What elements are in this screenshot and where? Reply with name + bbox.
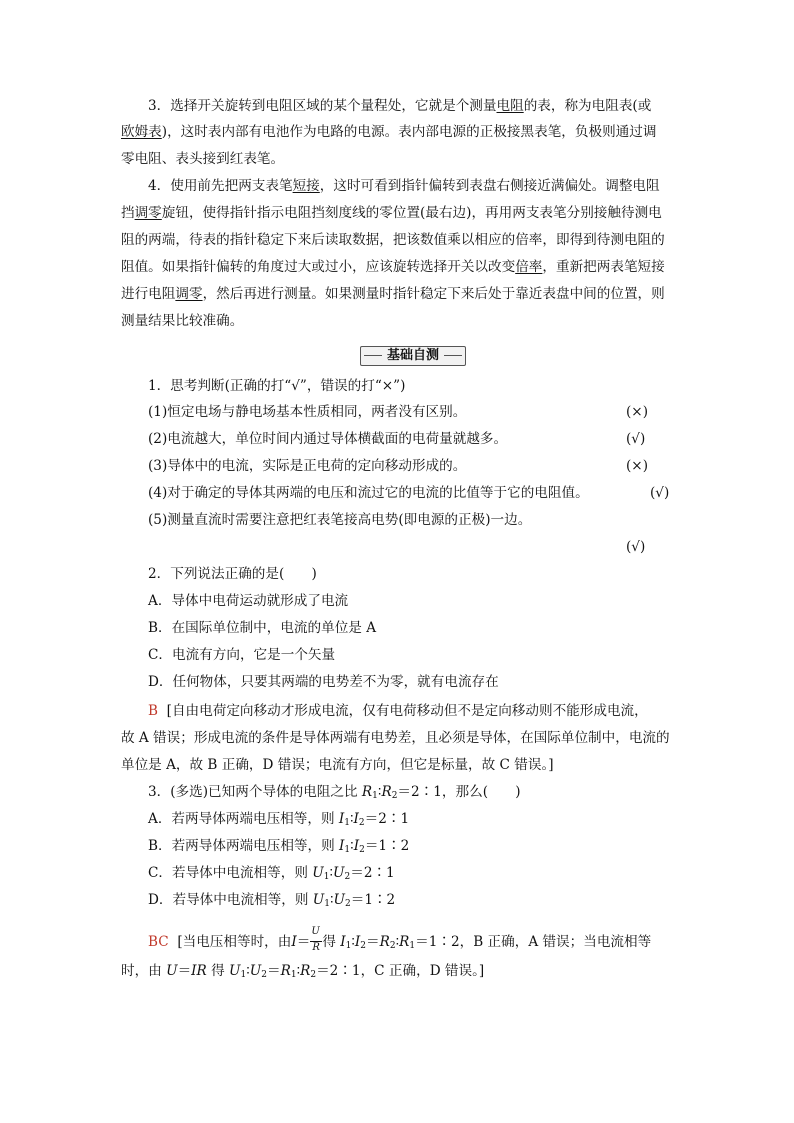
q3-option-c: C．若导体中电流相等，则 $U_1∶U_2=2∶1$ (148, 865, 395, 882)
q1-item-4: (4)对于确定的导体其两端的电压和流过它的电流的比值等于它的电阻值。 (148, 485, 589, 501)
q1-stem: 1．思考判断(正确的打“√”，错误的打“×”) (148, 378, 406, 394)
q2-explanation-line-3: 单位是 A，故 B 正确，D 错误；电流有方向，但它是标量，故 C 错误。] (121, 757, 554, 773)
q3-explanation-line-1: BC [当电压相等时，由I＝ $\frac{U}{R}$ 得 $I_1∶I_2=R_2∶R_1=1∶2$，B 正确，A 错误；当电流相等 (148, 926, 652, 953)
q1-item-3-mark: (×) (626, 458, 648, 474)
q3-stem: 3．(多选)已知两个导体的电阻之比 $R_1∶R_2=2∶1$，那么( ) (148, 784, 521, 801)
p4-line-2: 挡调零旋钮，使得指针指示电阻挡刻度线的零位置(最右边)，再用两支表笔分别接触待测电 (121, 205, 662, 221)
q2-option-a: A．导体中电荷运动就形成了电流 (148, 593, 349, 609)
q1-item-1-mark: (×) (626, 404, 648, 420)
q3-explanation-line-2: 时，由 U＝IR 得 $U_1∶U_2=R_1∶R_2=2∶1$，C 正确，D 错误。] (121, 963, 485, 980)
q3-option-a: A．若两导体两端电压相等，则 $I_1∶I_2=2∶1$ (148, 811, 410, 828)
p3-line-2: 欧姆表)，这时表内部有电池作为电路的电源。表内部电源的正极接黑表笔，负极则通过调 (121, 124, 657, 140)
q2-explanation-line-1: B [自由电荷定向移动才形成电流，仅有电荷移动但不是定向移动则不能形成电流， (148, 703, 648, 719)
q1-item-1: (1)恒定电场与静电场基本性质相同，两者没有区别。 (148, 404, 467, 420)
q1-item-5-mark: (√) (626, 539, 646, 555)
formula-u-over-r: $\frac{U}{R}$ (310, 932, 322, 952)
q2-option-d: D．任何物体，只要其两端的电势差不为零，就有电流存在 (148, 674, 499, 690)
q2-option-c: C．电流有方向，它是一个矢量 (148, 647, 336, 663)
p3-line-3: 零电阻、表头接到红表笔。 (121, 151, 285, 167)
q1-item-2-mark: (√) (626, 431, 646, 447)
section-title: 基础自测 (386, 348, 439, 363)
p4-line-1: 4．使用前先把两支表笔短接，这时可看到指针偏转到表盘右侧接近满偏处。调整电阻 (148, 178, 660, 194)
q2-stem: 2．下列说法正确的是( ) (148, 566, 317, 582)
q2-answer: B (148, 703, 158, 719)
p3-line-1: 3．选择开关旋转到电阻区域的某个量程处，它就是个测量电阻的表，称为电阻表(或 (148, 98, 652, 114)
q2-option-b: B．在国际单位制中，电流的单位是 A (148, 620, 377, 636)
q1-item-4-mark: (√) (650, 485, 670, 501)
p4-line-5: 进行电阻调零，然后再进行测量。如果测量时指针稳定下来后处于靠近表盘中间的位置，则 (121, 286, 665, 302)
q3-answer: BC (148, 934, 169, 950)
q3-option-b: B．若两导体两端电压相等，则 $I_1∶I_2=1∶2$ (148, 838, 410, 855)
q2-explanation-line-2: 故 A 错误；形成电流的条件是导体两端有电势差，且必须是导体，在国际单位制中，电流的 (121, 730, 670, 746)
q1-item-3: (3)导体中的电流，实际是正电荷的定向移动形成的。 (148, 458, 467, 474)
p4-line-4: 阻值。如果指针偏转的角度过大或过小，应该旋转选择开关以改变倍率，重新把两表笔短接 (121, 259, 665, 275)
q1-item-5: (5)测量直流时需要注意把红表笔接高电势(即电源的正极)一边。 (148, 512, 532, 528)
section-title-banner (360, 346, 466, 366)
q1-item-2: (2)电流越大，单位时间内通过导体横截面的电荷量就越多。 (148, 431, 508, 447)
p4-line-6: 测量结果比较准确。 (121, 313, 244, 329)
q3-option-d: D．若导体中电流相等，则 $U_1∶U_2=1∶2$ (148, 892, 396, 909)
p4-line-3: 阻的两端，待表的指针稳定下来后读取数据，把该数值乘以相应的倍率，即得到待测电阻的 (121, 232, 665, 248)
